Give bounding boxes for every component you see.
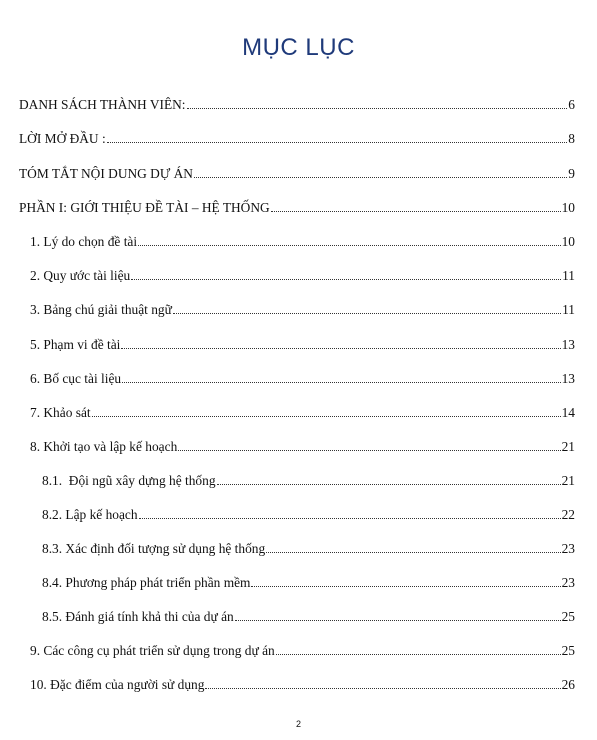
- toc-leader: [139, 517, 561, 519]
- toc-entry-label: 2. Quy ước tài liệu: [30, 268, 131, 283]
- toc-leader: [217, 483, 561, 485]
- toc-leader: [178, 449, 560, 451]
- toc-entry-page: 22: [561, 507, 575, 522]
- toc-entry: [30, 435, 575, 455]
- toc-entry: [30, 230, 575, 250]
- toc-leader: [266, 551, 560, 553]
- toc-entry-label: DANH SÁCH THÀNH VIÊN:: [19, 97, 186, 112]
- toc-entry-page: 13: [561, 371, 575, 386]
- toc-leader: [276, 653, 561, 655]
- toc-entry-page: 25: [561, 643, 575, 658]
- toc-entry: [42, 469, 575, 489]
- toc-leader: [187, 107, 568, 109]
- toc-leader: [122, 381, 561, 383]
- toc-entry-page: 8: [568, 131, 575, 146]
- toc-entry: [30, 264, 575, 284]
- toc-leader: [138, 244, 561, 246]
- toc-entry-label: 6. Bố cục tài liệu: [30, 371, 122, 386]
- toc-entry-page: 23: [561, 541, 575, 556]
- toc-entry: [19, 196, 575, 216]
- toc-entry: [30, 367, 575, 387]
- toc-entry-label: 1. Lý do chọn đề tài: [30, 234, 138, 249]
- toc-entry-label: 8.4. Phương pháp phát triển phần mềm: [42, 575, 251, 590]
- toc-entry: [19, 127, 575, 147]
- toc-entry-label: 10. Đặc điểm của người sử dụng: [30, 677, 205, 692]
- toc-entry-label: 8. Khởi tạo và lập kế hoạch: [30, 439, 178, 454]
- toc-entry: [42, 503, 575, 523]
- toc-entry-page: 13: [561, 337, 575, 352]
- toc-entry-label: 7. Khảo sát: [30, 405, 91, 420]
- toc-leader: [121, 347, 560, 349]
- toc-entry-label: 8.3. Xác định đối tượng sử dụng hệ thống: [42, 541, 266, 556]
- toc-leader: [92, 415, 561, 417]
- toc-leader: [173, 312, 561, 314]
- toc-entry: [42, 605, 575, 625]
- toc-leader: [271, 210, 561, 212]
- toc-entry-page: 14: [561, 405, 575, 420]
- toc-entry: [30, 401, 575, 421]
- toc-leader: [205, 687, 560, 689]
- toc-entry: [42, 537, 575, 557]
- toc-leader: [251, 585, 560, 587]
- toc-entry-label: 8.1. Đội ngũ xây dựng hệ thống: [42, 473, 216, 488]
- toc-entry-label: PHẦN I: GIỚI THIỆU ĐỀ TÀI – HỆ THỐNG: [19, 200, 270, 215]
- toc-entry-label: 8.5. Đánh giá tính khả thi của dự án: [42, 609, 234, 624]
- toc-entry-page: 26: [561, 677, 575, 692]
- toc-entry: [30, 298, 575, 318]
- toc-entry-page: 23: [561, 575, 575, 590]
- toc-leader: [235, 619, 561, 621]
- toc-entry-page: 10: [561, 234, 575, 249]
- toc-leader: [194, 176, 567, 178]
- toc-entry: [30, 673, 575, 693]
- toc-leader: [131, 278, 561, 280]
- toc-entry-page: 21: [561, 473, 575, 488]
- toc-entry-page: 10: [561, 200, 575, 215]
- toc-entry-page: 6: [568, 97, 575, 112]
- toc-entry-page: 25: [561, 609, 575, 624]
- toc-entry: [42, 571, 575, 591]
- toc-entry: [19, 162, 575, 182]
- toc-entry-page: 11: [562, 268, 575, 283]
- toc-entry-label: 5. Phạm vi đề tài: [30, 337, 121, 352]
- toc-entry-page: 9: [568, 166, 575, 181]
- toc-entry-label: LỜI MỞ ĐẦU :: [19, 131, 106, 146]
- toc-entry-page: 11: [562, 302, 575, 317]
- toc-entry-label: 8.2. Lập kế hoạch: [42, 507, 138, 522]
- toc-entry-page: 21: [561, 439, 575, 454]
- page-number: 2: [295, 719, 301, 729]
- toc-entry-label: 3. Bảng chú giải thuật ngữ: [30, 302, 172, 317]
- toc-entry-label: 9. Các công cụ phát triển sử dụng trong dự án: [30, 643, 275, 658]
- toc-entry-label: TÓM TẮT NỘI DUNG DỰ ÁN: [19, 166, 193, 181]
- toc-title: MỤC LỤC: [242, 34, 355, 61]
- toc-entry: [19, 93, 575, 113]
- toc-leader: [107, 141, 568, 143]
- toc-entry: [30, 333, 575, 353]
- toc-entry: [30, 639, 575, 659]
